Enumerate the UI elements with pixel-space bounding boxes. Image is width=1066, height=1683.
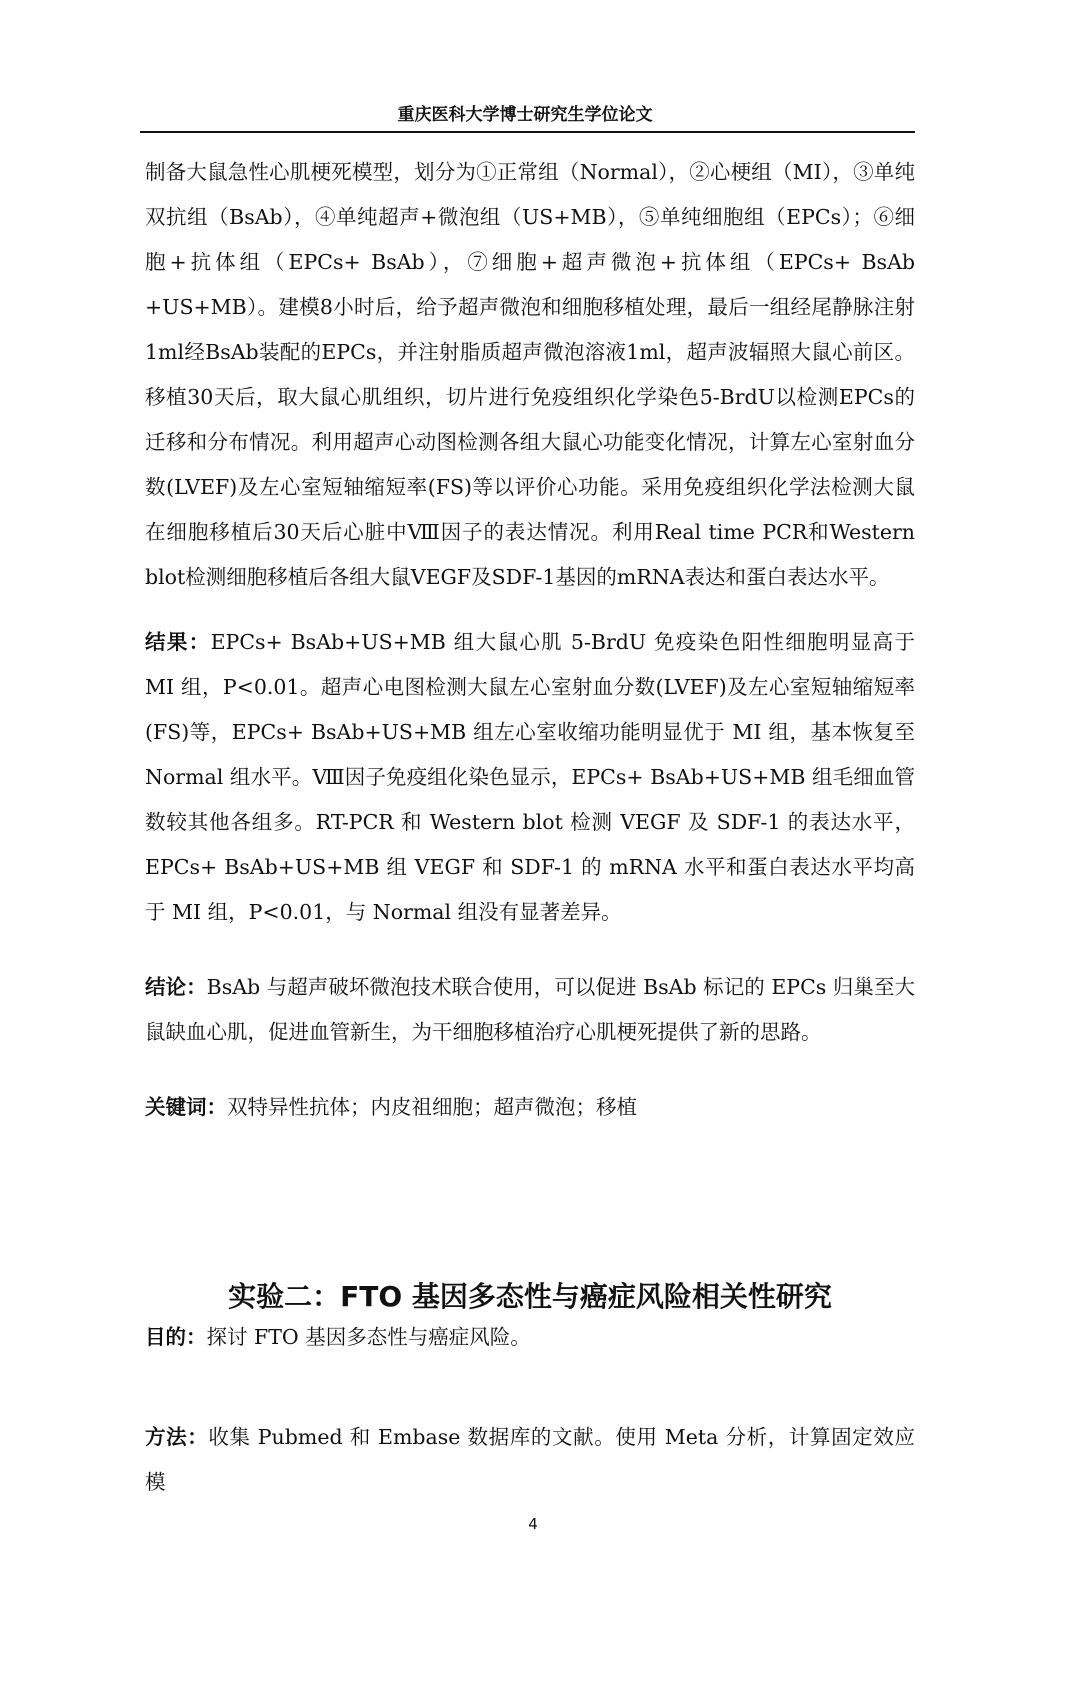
section-title: 实验二：FTO 基因多态性与癌症风险相关性研究 bbox=[228, 1280, 832, 1313]
results-text: EPCs+ BsAb+US+MB 组大鼠心肌 5-BrdU 免疫染色阳性细胞明显高于 MI 组，P<0.01。超声心电图检测大鼠左心室射血分数(LVEF)及左心室短轴缩短率(FS)等，EPCs+ BsAb+US+MB 组左心室收缩功能明显优于 MI 组，基本恢复至 Normal 组水平。Ⅷ因子免疫组化染色显示，EPCs+ BsAb+US+MB 组毛细血管数较其他各组多。RT-PCR 和 Western blot 检测 VEGF 及 SDF-1 的表达水平，EPCs+ BsAb+US+MB 组 VEGF 和 SDF-1 的 mRNA 水平和蛋白表达水平均高于 MI 组，P<0.01，与 Normal 组没有显著差异。 bbox=[145, 630, 916, 924]
conclusion-text: BsAb 与超声破坏微泡技术联合使用，可以促进 BsAb 标记的 EPCs 归巢至大鼠缺血心肌，促进血管新生，为干细胞移植治疗心肌梗死提供了新的思路。 bbox=[145, 975, 915, 1044]
running-header: 重庆医科大学博士研究生学位论文 bbox=[397, 105, 653, 125]
conclusion-paragraph bbox=[145, 965, 915, 1055]
purpose-text: 探讨 FTO 基因多态性与癌症风险。 bbox=[206, 1325, 531, 1349]
keywords-text: 双特异性抗体；内皮祖细胞；超声微泡；移植 bbox=[227, 1095, 637, 1119]
results-paragraph bbox=[145, 620, 915, 935]
method-paragraph bbox=[145, 1415, 915, 1505]
purpose-label: 目的： bbox=[145, 1325, 207, 1349]
purpose-paragraph bbox=[145, 1315, 915, 1360]
conclusion-label: 结论： bbox=[145, 975, 207, 999]
page-number: 4 bbox=[528, 1515, 538, 1533]
results-label: 结果： bbox=[145, 630, 211, 654]
keywords-paragraph bbox=[145, 1085, 915, 1130]
method-text: 收集 Pubmed 和 Embase 数据库的文献。使用 Meta 分析，计算固定效应模 bbox=[145, 1425, 915, 1494]
header-rule bbox=[140, 131, 915, 133]
method-label: 方法： bbox=[145, 1425, 209, 1449]
keywords-label: 关键词： bbox=[145, 1095, 227, 1119]
methods-continued-paragraph: 制备大鼠急性心肌梗死模型，划分为①正常组（Normal），②心梗组（MI），③单纯双抗组（BsAb），④单纯超声+微泡组（US+MB），⑤单纯细胞组（EPCs）；⑥细胞+抗体组（EPCs+ BsAb），⑦细胞+超声微泡+抗体组（EPCs+ BsAb +US+MB）。建模8小时后，给予超声微泡和细胞移植处理，最后一组经尾静脉注射1ml经BsAb装配的EPCs，并注射脂质超声微泡溶液1ml，超声波辐照大鼠心前区。移植30天后，取大鼠心肌组织，切片进行免疫组织化学染色5-BrdU以检测EPCs的迁移和分布情况。利用超声心动图检测各组大鼠心功能变化情况，计算左心室射血分数(LVEF)及左心室短轴缩短率(FS)等以评价心功能。采用免疫组织化学法检测大鼠在细胞移植后30天后心脏中Ⅷ因子的表达情况。利用Real time PCR和Western blot检测细胞移植后各组大鼠VEGF及SDF-1基因的mRNA表达和蛋白表达水平。 bbox=[145, 160, 915, 589]
